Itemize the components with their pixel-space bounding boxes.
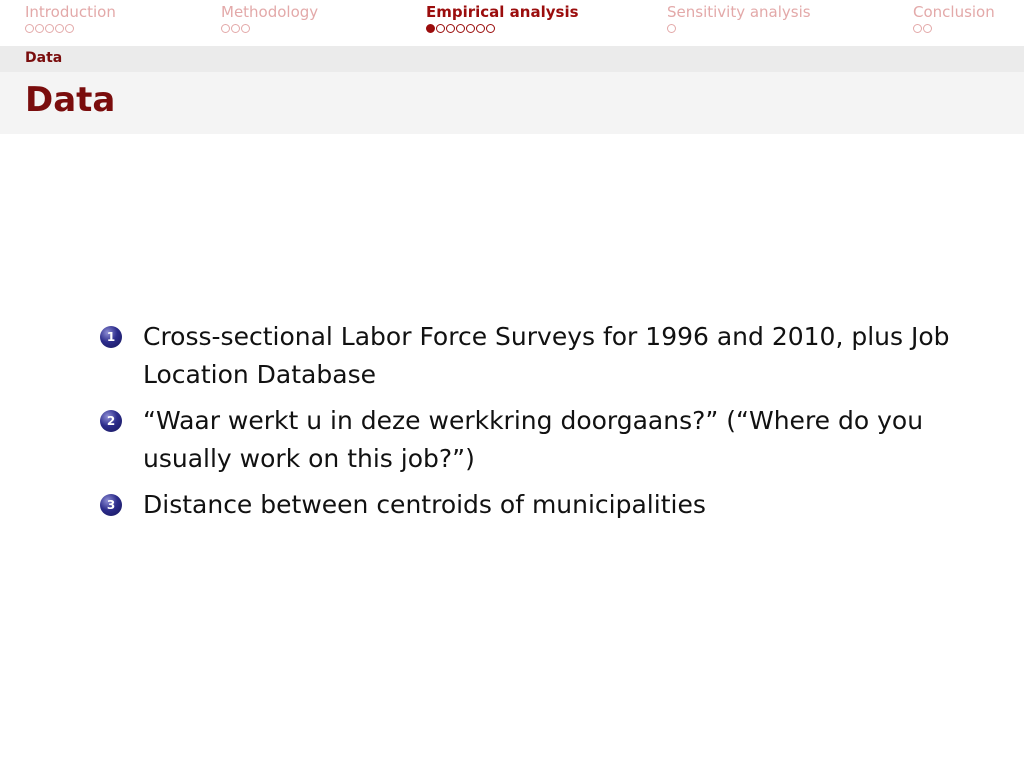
nav-dots xyxy=(25,24,116,36)
list-item xyxy=(98,318,958,394)
nav-frame-dot[interactable] xyxy=(923,24,932,33)
nav-section-empirical-analysis[interactable] xyxy=(426,3,579,36)
nav-frame-dot[interactable] xyxy=(55,24,64,33)
nav-section-introduction[interactable] xyxy=(25,3,116,36)
nav-section-title[interactable]: Methodology xyxy=(221,3,319,21)
nav-frame-dot[interactable] xyxy=(913,24,922,33)
nav-dots xyxy=(913,24,995,36)
nav-frame-dot[interactable] xyxy=(221,24,230,33)
nav-section-conclusion[interactable] xyxy=(913,3,995,36)
item-text: Cross-sectional Labor Force Surveys for 1996 and 2010, plus Job Location Database xyxy=(143,322,950,389)
nav-frame-dot[interactable] xyxy=(436,24,445,33)
section-navigation xyxy=(0,0,1024,46)
frame-title: Data xyxy=(25,80,116,120)
nav-frame-dot[interactable] xyxy=(35,24,44,33)
nav-section-methodology[interactable] xyxy=(221,3,318,36)
nav-frame-dot[interactable] xyxy=(25,24,34,33)
frame-title-bar xyxy=(0,72,1024,134)
nav-frame-dot[interactable] xyxy=(456,24,465,33)
nav-frame-dot[interactable] xyxy=(231,24,240,33)
nav-section-title[interactable]: Sensitivity analysis xyxy=(667,3,811,21)
nav-dots xyxy=(667,24,811,36)
nav-frame-dot[interactable] xyxy=(241,24,250,33)
nav-dots xyxy=(221,24,318,36)
nav-frame-dot[interactable] xyxy=(65,24,74,33)
item-number-ball: 2 xyxy=(100,410,122,432)
item-text: “Waar werkt u in deze werkkring doorgaans?” (“Where do you usually work on this job?”) xyxy=(143,406,924,473)
subsection-label[interactable]: Data xyxy=(25,50,63,66)
nav-frame-dot[interactable] xyxy=(466,24,475,33)
list-item xyxy=(98,402,958,478)
nav-section-title[interactable]: Empirical analysis xyxy=(426,3,579,21)
nav-section-title[interactable]: Conclusion xyxy=(913,3,995,21)
nav-frame-dot[interactable] xyxy=(486,24,495,33)
nav-frame-dot[interactable] xyxy=(667,24,676,33)
nav-dots xyxy=(426,24,579,36)
nav-frame-dot[interactable] xyxy=(446,24,455,33)
subsection-bar xyxy=(0,46,1024,72)
nav-section-title[interactable]: Introduction xyxy=(25,3,116,21)
item-number-ball: 3 xyxy=(100,494,122,516)
nav-frame-dot[interactable] xyxy=(426,24,435,33)
item-text: Distance between centroids of municipalities xyxy=(143,490,706,519)
enumerated-list xyxy=(98,318,958,532)
nav-frame-dot[interactable] xyxy=(45,24,54,33)
nav-frame-dot[interactable] xyxy=(476,24,485,33)
item-number-ball: 1 xyxy=(100,326,122,348)
nav-section-sensitivity-analysis[interactable] xyxy=(667,3,811,36)
list-item xyxy=(98,486,958,524)
